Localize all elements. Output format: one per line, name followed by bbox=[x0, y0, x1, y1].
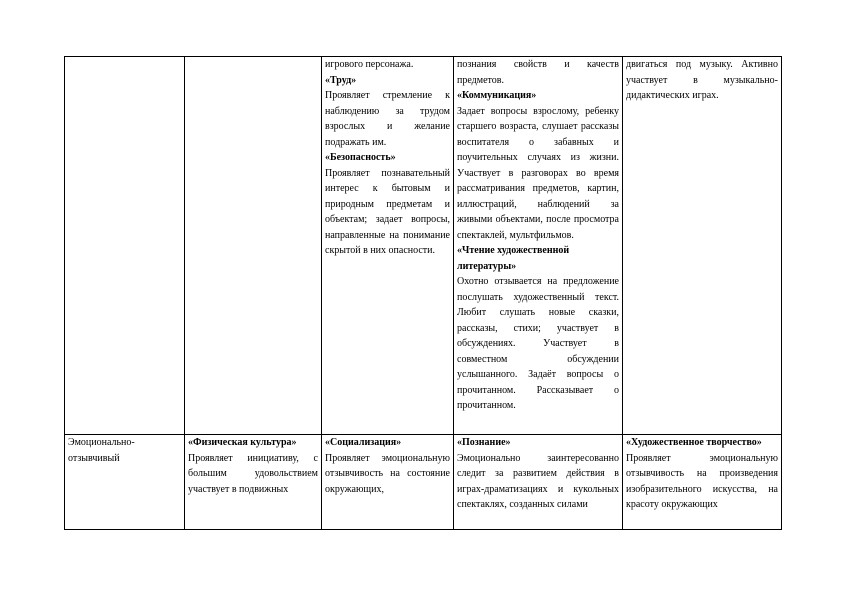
cell-text: Проявляет эмоциональную отзывчивость на состояние окружающих, bbox=[325, 452, 450, 495]
cell-text: Проявляет познавательный интерес к бытовым и природным предметам и объектам; задает вопросы, направленные на понимание скрытой в них опасности. bbox=[325, 167, 450, 256]
table-cell bbox=[65, 57, 185, 435]
cell-text: Охотно отзывается на предложение послушать художественный текст. Любит слушать новые сказки, рассказы, стихи; участвует в обсуждениях. Участвует в совместном обсуждении услышанного. Задаёт вопросы о прочитанном. Рассказывает о прочитанном. bbox=[457, 276, 619, 411]
section-heading: «Чтение художественной литературы» bbox=[457, 245, 570, 272]
table-cell bbox=[322, 57, 454, 435]
section-heading: «Физическая культура» bbox=[188, 437, 297, 448]
section-heading: «Труд» bbox=[325, 74, 357, 86]
table-cell bbox=[185, 435, 322, 530]
table-cell bbox=[185, 57, 322, 435]
table-cell bbox=[322, 435, 454, 530]
cell-text: двигаться под музыку. Активно участвует в музыкально-дидактических играх. bbox=[626, 59, 778, 101]
table-cell bbox=[454, 57, 623, 435]
table-row bbox=[65, 435, 782, 530]
cell-text: игрового персонажа. bbox=[325, 59, 414, 70]
section-heading: «Социализация» bbox=[325, 437, 402, 448]
table-cell bbox=[623, 57, 782, 435]
table-cell bbox=[454, 435, 623, 530]
cell-text: Проявляет стремление к наблюдению за трудом взрослых и желание подражать им. bbox=[325, 90, 450, 148]
table-cell bbox=[623, 435, 782, 530]
section-heading: «Познание» bbox=[457, 437, 511, 448]
table-cell bbox=[65, 435, 185, 530]
cell-text: Эмоционально заинтересованно следит за развитием действия в играх-драматизациях и кукольных спектаклях, созданных силами bbox=[457, 452, 619, 510]
cell-text: Проявляет эмоциональную отзывчивость на произведения изобразительного искусства, на красоту окружающих bbox=[626, 452, 778, 510]
characteristics-table bbox=[64, 56, 782, 530]
row-label: Эмоционально-отзывчивый bbox=[68, 437, 135, 464]
section-heading: «Безопасность» bbox=[325, 152, 396, 163]
section-heading: «Коммуникация» bbox=[457, 90, 537, 101]
cell-text: Проявляет инициативу, с большим удовольствием участвует в подвижных bbox=[188, 452, 318, 495]
cell-text: познания свойств и качеств предметов. bbox=[457, 59, 619, 86]
section-heading: «Художественное творчество» bbox=[626, 437, 762, 448]
cell-text: Задает вопросы взрослому, ребенку старшего возраста, слушает рассказы воспитателя о забавных и поучительных случаях из жизни. Участвует в разговорах во время рассматривания предметов, картин, иллюстраций, наблюдений за живыми объектами, после просмотра спектаклей, мультфильмов. bbox=[457, 105, 619, 241]
table-row bbox=[65, 57, 782, 435]
